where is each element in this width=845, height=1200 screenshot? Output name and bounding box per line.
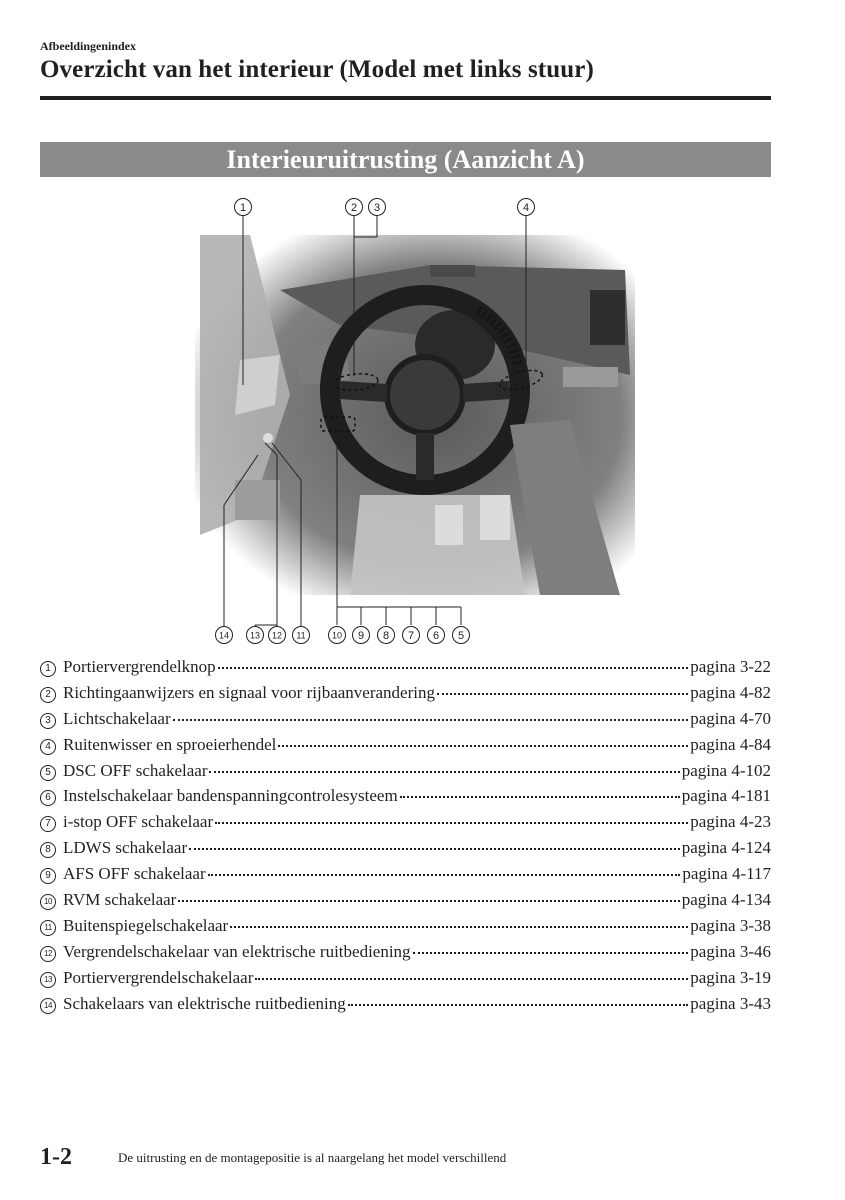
svg-text:1: 1 — [239, 202, 247, 214]
item-number-badge: 6 — [40, 790, 56, 806]
item-label: i-stop OFF schakelaar — [63, 812, 214, 832]
callout-12 — [269, 627, 286, 644]
item-number-badge: 13 — [40, 972, 56, 988]
page-reference-link[interactable]: pagina 4-84 — [690, 734, 771, 754]
list-item — [40, 838, 771, 864]
interior-illustration — [180, 195, 660, 655]
callout-2 — [346, 199, 363, 216]
footer-note: De uitrusting en de montagepositie is al naargelang het model verschillend — [118, 1150, 507, 1165]
item-label: Vergrendelschakelaar van elektrische ruitbediening — [63, 941, 411, 961]
item-number-badge: 10 — [40, 894, 56, 910]
item-number-badge: 3 — [40, 713, 56, 729]
item-label: Portiervergrendelschakelaar — [63, 967, 254, 987]
leader-dots — [278, 744, 688, 747]
page-reference-link[interactable]: pagina 3-38 — [690, 915, 771, 935]
page-reference-link[interactable]: pagina 4-82 — [690, 682, 771, 702]
page-reference-link[interactable]: pagina 4-117 — [682, 864, 771, 884]
leader-dots — [178, 899, 679, 902]
callout-9 — [353, 627, 370, 644]
page-reference-link[interactable]: pagina 4-181 — [681, 786, 771, 806]
list-item — [40, 735, 771, 761]
svg-text:8: 8 — [382, 630, 390, 642]
page-reference-link[interactable]: pagina 3-46 — [690, 941, 771, 961]
item-number-badge: 1 — [40, 661, 56, 677]
callout-4 — [518, 199, 535, 216]
callout-14 — [216, 627, 233, 644]
item-number-badge: 4 — [40, 739, 56, 755]
leader-dots — [215, 821, 688, 824]
item-number-badge: 11 — [40, 920, 56, 936]
svg-text:13: 13 — [249, 630, 261, 641]
leader-dots — [348, 1003, 689, 1006]
breadcrumb: Afbeeldingenindex — [40, 39, 137, 53]
item-number-badge: 7 — [40, 816, 56, 832]
svg-text:14: 14 — [218, 630, 230, 641]
leader-dots — [413, 951, 689, 954]
svg-text:9: 9 — [357, 630, 365, 642]
item-label: Instelschakelaar bandenspanningcontrolesysteem — [63, 786, 398, 806]
page-reference-link[interactable]: pagina 3-19 — [690, 967, 771, 987]
callout-13 — [247, 627, 264, 644]
item-label: Richtingaanwijzers en signaal voor rijbaanverandering — [63, 682, 435, 702]
svg-text:6: 6 — [432, 630, 440, 642]
list-item — [40, 994, 771, 1020]
callout-1 — [235, 199, 252, 216]
item-number-badge: 5 — [40, 765, 56, 781]
leader-dots — [208, 873, 681, 876]
item-number-badge: 12 — [40, 946, 56, 962]
leader-dots — [400, 795, 680, 798]
list-item — [40, 942, 771, 968]
item-number-badge: 2 — [40, 687, 56, 703]
leader-dots — [437, 692, 688, 695]
list-item — [40, 683, 771, 709]
callout-11 — [293, 627, 310, 644]
leader-dots — [230, 925, 688, 928]
component-list — [40, 657, 771, 1019]
page-title: Overzicht van het interieur (Model met links stuur) — [40, 56, 594, 83]
list-item — [40, 812, 771, 838]
page-reference-link[interactable]: pagina 4-23 — [690, 812, 771, 832]
svg-text:10: 10 — [331, 630, 343, 641]
list-item — [40, 709, 771, 735]
page-reference-link[interactable]: pagina 3-22 — [690, 657, 771, 676]
svg-text:7: 7 — [407, 630, 415, 642]
list-item — [40, 916, 771, 942]
section-banner: Interieuruitrusting (Aanzicht A) — [40, 142, 771, 177]
title-rule — [40, 96, 771, 100]
leader-dots — [255, 977, 688, 980]
svg-text:12: 12 — [271, 630, 283, 641]
leader-dots — [218, 666, 689, 669]
list-item — [40, 968, 771, 994]
list-item — [40, 761, 771, 787]
callout-8 — [378, 627, 395, 644]
list-item — [40, 786, 771, 812]
callout-7 — [403, 627, 420, 644]
item-label: Ruitenwisser en sproeierhendel — [63, 734, 277, 754]
callout-6 — [428, 627, 445, 644]
svg-text:2: 2 — [350, 202, 358, 214]
leader-dots — [173, 718, 689, 721]
item-label: Portiervergrendelknop — [63, 657, 216, 676]
item-label: DSC OFF schakelaar — [63, 760, 208, 780]
svg-text:3: 3 — [373, 202, 381, 214]
list-item — [40, 657, 771, 683]
leader-dots — [209, 770, 679, 773]
callout-5 — [453, 627, 470, 644]
page-number: 1-2 — [40, 1144, 72, 1170]
item-label: Lichtschakelaar — [63, 708, 171, 728]
page-reference-link[interactable]: pagina 4-70 — [690, 708, 771, 728]
page-reference-link[interactable]: pagina 4-102 — [681, 760, 771, 780]
svg-text:4: 4 — [522, 202, 530, 214]
list-item — [40, 864, 771, 890]
item-label: Buitenspiegelschakelaar — [63, 915, 229, 935]
svg-text:5: 5 — [457, 630, 465, 642]
list-item — [40, 890, 771, 916]
callout-10 — [329, 627, 346, 644]
item-number-badge: 9 — [40, 868, 56, 884]
svg-text:11: 11 — [296, 630, 306, 641]
item-label: LDWS schakelaar — [63, 838, 188, 858]
leader-dots — [189, 847, 680, 850]
callout-3 — [369, 199, 386, 216]
page-reference-link[interactable]: pagina 3-43 — [690, 993, 771, 1013]
page-reference-link[interactable]: pagina 4-134 — [681, 890, 771, 910]
item-label: AFS OFF schakelaar — [63, 864, 206, 884]
item-label: RVM schakelaar — [63, 890, 177, 910]
page-reference-link[interactable]: pagina 4-124 — [681, 838, 771, 858]
interior-photo — [195, 235, 635, 595]
item-label: Schakelaars van elektrische ruitbediening — [63, 993, 346, 1013]
item-number-badge: 8 — [40, 842, 56, 858]
item-number-badge: 14 — [40, 998, 56, 1014]
